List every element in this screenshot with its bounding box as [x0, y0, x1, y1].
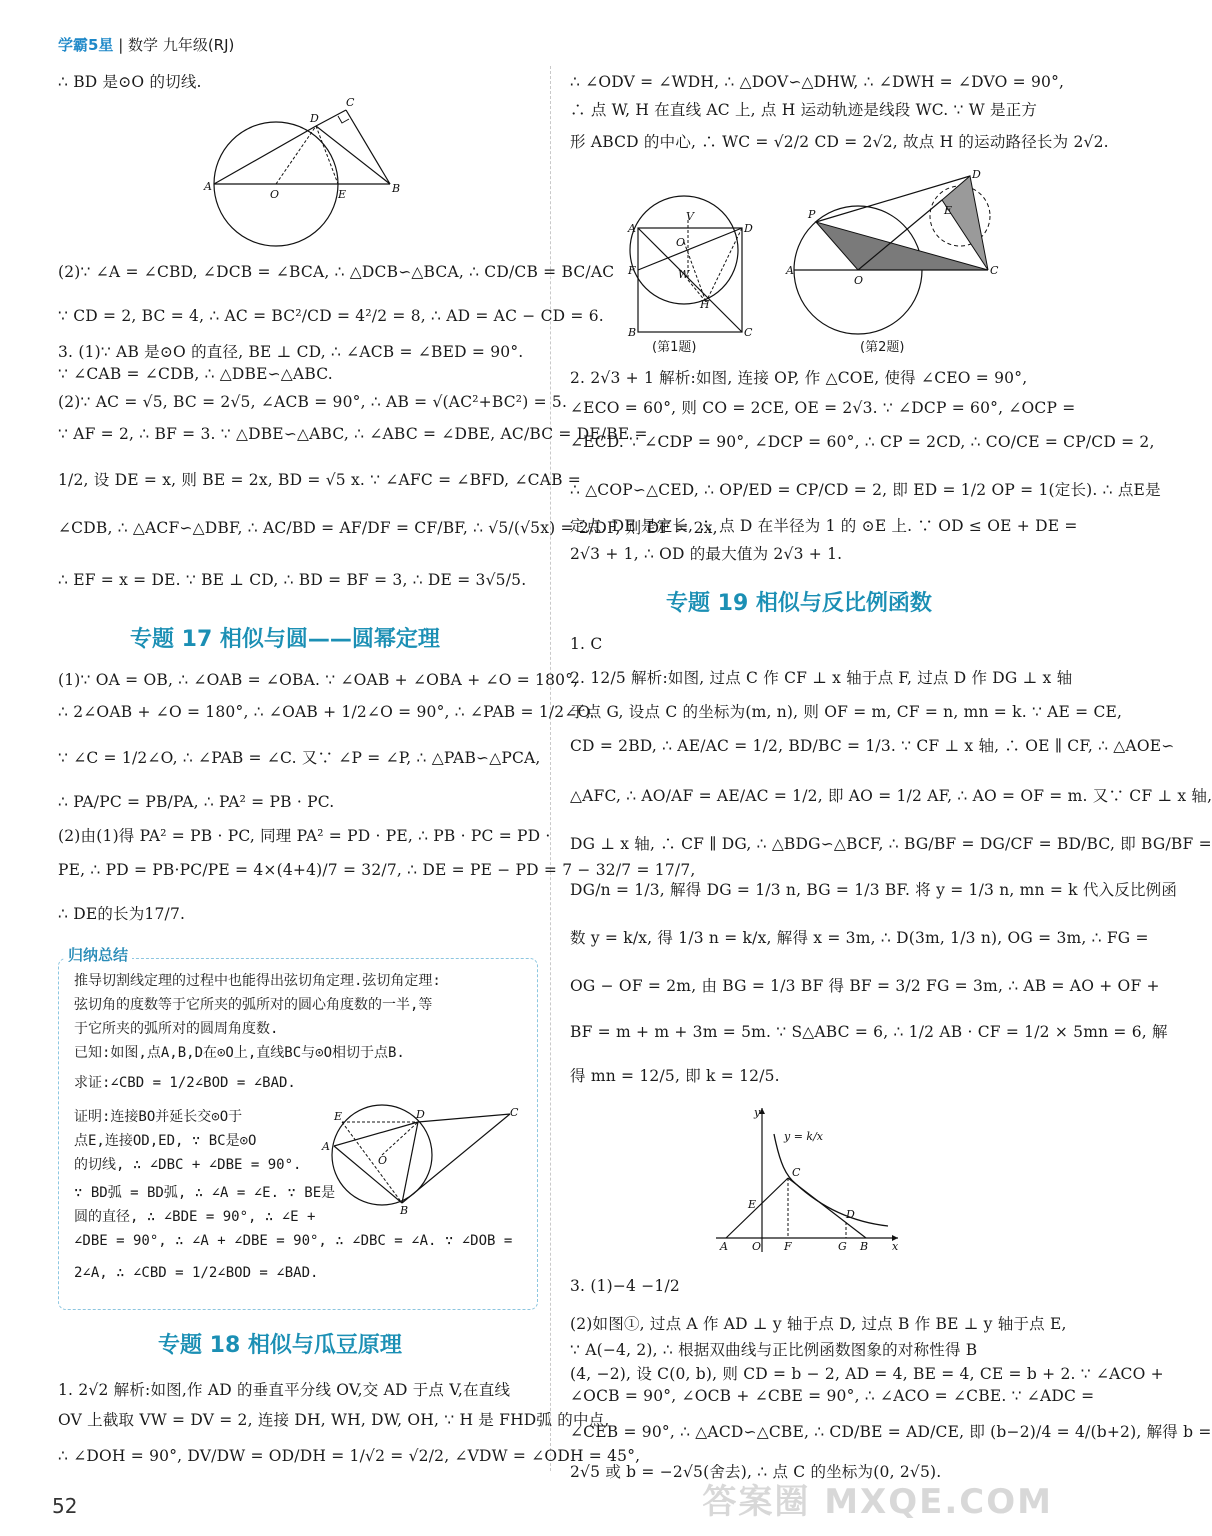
summary-line: 的切线, ∴ ∠DBC + ∠DBE = 90°.	[74, 1157, 302, 1173]
text-line: CD = 2BD, ∴ AE/AC = 1/2, BD/BC = 1/3. ∵ CF ⊥ x 轴, ∴ OE ∥ CF, ∴ △AOE∽	[570, 737, 1175, 755]
svg-text:B: B	[860, 1240, 869, 1253]
text-line: 形 ABCD 的中心, ∴ WC = √2/2 CD = 2√2, 故点 H 的运动路径长为 2√2.	[570, 133, 1109, 151]
text-line: (2)由(1)得 PA² = PB · PC, 同理 PA² = PD · PE, ∴ PB · PC = PD ·	[58, 827, 551, 845]
figure-circle-tangent	[200, 96, 410, 246]
text-line: DG/n = 1/3, 解得 DG = 1/3 n, BG = 1/3 BF. 将 y = 1/3 n, mn = k 代入反比例函	[570, 881, 1178, 899]
topic-19-title: 专题 19 相似与反比例函数	[666, 591, 932, 616]
svg-text:O: O	[752, 1240, 762, 1253]
svg-text:x: x	[892, 1240, 899, 1253]
subject-label: 数学 九年级(RJ)	[128, 36, 235, 54]
text-line: △AFC, ∴ AO/AF = AE/AC = 1/2, 即 AO = 1/2 AF, ∴ AO = OF = m. 又∵ CF ⊥ x 轴,	[570, 787, 1212, 805]
text-line: 2. 12/5 解析:如图, 过点 C 作 CF ⊥ x 轴于点 F, 过点 D 作 DG ⊥ x 轴	[570, 669, 1073, 687]
svg-text:O: O	[378, 1154, 388, 1167]
text-line: 于点 G, 设点 C 的坐标为(m, n), 则 OF = m, CF = n, mn = k. ∵ AE = CE,	[570, 703, 1123, 721]
text-line: DG ⊥ x 轴, ∴ CF ∥ DG, ∴ △BDG∽△BCF, ∴ BG/BF = DG/CF = BD/BC, 即 BG/BF =	[570, 835, 1212, 853]
text-line: 2√5 或 b = −2√5(舍去), ∴ 点 C 的坐标为(0, 2√5).	[570, 1463, 942, 1481]
summary-line: 求证:∠CBD = 1/2∠BOD = ∠BAD.	[74, 1075, 296, 1091]
text-line: ∵ ∠C = 1/2∠O, ∴ ∠PAB = ∠C. 又∵ ∠P = ∠P, ∴ △PAB∽△PCA,	[58, 749, 541, 767]
text-line: ∠ECO = 60°, 则 CO = 2CE, OE = 2√3. ∵ ∠DCP = 60°, ∠OCP =	[570, 399, 1076, 417]
text-line: ∵ AF = 2, ∴ BF = 3. ∵ △DBE∽△ABC, ∴ ∠ABC = ∠DBE, AC/BC = DE/BE =	[58, 425, 648, 443]
text-line: ∠CDB, ∴ △ACF∽△DBF, ∴ AC/BD = AF/DF = CF/BF, ∴ √5/(√5x) = 2/DF, 则 DF = 2x,	[58, 519, 718, 537]
text-line: ∠ECD. ∵ ∠CDP = 90°, ∠DCP = 60°, ∴ CP = 2CD, ∴ CO/CE = CP/CD = 2,	[570, 433, 1155, 451]
summary-line: 点E,连接OD,ED, ∵ BC是⊙O	[74, 1133, 257, 1149]
text-line: ∵ A(−4, 2), ∴ 根据双曲线与正比例函数图象的对称性得 B	[570, 1341, 978, 1359]
text-line: ∴ PA/PC = PB/PA, ∴ PA² = PB · PC.	[58, 793, 335, 811]
text-line: (2)∵ AC = √5, BC = 2√5, ∠ACB = 90°, ∴ AB = √(AC²+BC²) = 5.	[58, 393, 568, 411]
topic-18-title: 专题 18 相似与瓜豆原理	[158, 1333, 402, 1358]
figure-caption-1: (第1题)	[652, 340, 697, 355]
svg-text:E: E	[748, 1198, 757, 1211]
svg-text:H: H	[700, 298, 710, 311]
text-line: ∴ EF = x = DE. ∵ BE ⊥ CD, ∴ BD = BF = 3, ∴ DE = 3√5/5.	[58, 571, 527, 589]
topic-17-title: 专题 17 相似与圆——圆幂定理	[130, 627, 440, 652]
svg-text:G: G	[838, 1240, 847, 1253]
text-line: 1/2, 设 DE = x, 则 BE = 2x, BD = √5 x. ∵ ∠AFC = ∠BFD, ∠CAB =	[58, 471, 581, 489]
text-line: OG − OF = 2m, 由 BG = 1/3 BF 得 BF = 3/2 FG = 3m, ∴ AB = AO + OF +	[570, 977, 1160, 995]
text-line: 1. C	[570, 635, 603, 653]
text-line: (2)如图①, 过点 A 作 AD ⊥ y 轴于点 D, 过点 B 作 BE ⊥ y 轴于点 E,	[570, 1315, 1067, 1333]
summary-line: ∵ BD弧 = BD弧, ∴ ∠A = ∠E. ∵ BE是	[74, 1185, 336, 1201]
summary-line: 2∠A, ∴ ∠CBD = 1/2∠BOD = ∠BAD.	[74, 1265, 319, 1281]
svg-text:D: D	[416, 1108, 425, 1121]
svg-text:O: O	[270, 188, 280, 201]
svg-text:E: E	[944, 204, 953, 217]
text-line: 数 y = k/x, 得 1/3 n = k/x, 解得 x = 3m, ∴ D(3m, 1/3 n), OG = 3m, ∴ FG =	[570, 929, 1149, 947]
text-line: 3. (1)∵ AB 是⊙O 的直径, BE ⊥ CD, ∴ ∠ACB = ∠BED = 90°.	[58, 343, 524, 361]
text-line: 2√3 + 1, ∴ OD 的最大值为 2√3 + 1.	[570, 545, 843, 563]
svg-text:A: A	[204, 180, 212, 193]
svg-text:P: P	[808, 208, 816, 221]
figure-caption-2: (第2题)	[860, 340, 905, 355]
svg-text:C: C	[346, 96, 355, 109]
figure-problem-1	[622, 190, 762, 340]
text-line: 1. 2√2 解析:如图,作 AD 的垂直平分线 OV,交 AD 于点 V,在直线	[58, 1381, 511, 1399]
svg-text:C: C	[792, 1166, 801, 1179]
svg-text:C: C	[510, 1106, 519, 1119]
svg-text:B: B	[628, 326, 637, 339]
summary-line: 于它所夹的弧所对的圆周角度数.	[74, 1021, 279, 1037]
page-header: 学霸5星 | 数学 九年级(RJ)	[58, 36, 235, 54]
svg-text:D: D	[310, 112, 319, 125]
summary-line: 弦切角的度数等于它所夹的弧所对的圆心角度数的一半,等	[74, 997, 433, 1013]
svg-text:A: A	[322, 1140, 330, 1153]
svg-text:B: B	[392, 182, 401, 195]
text-line: ∴ 2∠OAB + ∠O = 180°, ∴ ∠OAB + 1/2∠O = 90°, ∴ ∠PAB = 1/2∠O.	[58, 703, 595, 721]
summary-line: ∠DBE = 90°, ∴ ∠A + ∠DBE = 90°, ∴ ∠DBC = ∠A. ∵ ∠DOB =	[74, 1233, 513, 1249]
text-line: ∴ 点 W, H 在直线 AC 上, 点 H 运动轨迹是线段 WC. ∵ W 是正方	[570, 101, 1038, 119]
text-line: OV 上截取 VW = DV = 2, 连接 DH, WH, DW, OH, ∵ H 是 FHD弧 的中点,	[58, 1411, 610, 1429]
text-line: (2)∵ ∠A = ∠CBD, ∠DCB = ∠BCA, ∴ △DCB∽△BCA, ∴ CD/CB = BC/AC	[58, 263, 615, 281]
text-line: 定点, DE 是定长, ∴ 点 D 在半径为 1 的 ⊙E 上. ∵ OD ≤ OE + DE =	[570, 517, 1078, 535]
text-line: ∵ CD = 2, BC = 4, ∴ AC = BC²/CD = 4²/2 = 8, ∴ AD = AC − CD = 6.	[58, 307, 604, 325]
text-line: ∴ ∠DOH = 90°, DV/DW = OD/DH = 1/√2 = √2/2, ∠VDW = ∠ODH = 45°,	[58, 1447, 641, 1465]
svg-text:C: C	[990, 264, 999, 277]
text-line: (1)∵ OA = OB, ∴ ∠OAB = ∠OBA. ∵ ∠OAB + ∠OBA + ∠O = 180°,	[58, 671, 579, 689]
text-line: ∴ DE的长为17/7.	[58, 905, 186, 923]
svg-text:E: E	[338, 188, 347, 201]
svg-text:D: D	[972, 168, 981, 181]
svg-text:W: W	[678, 268, 690, 281]
svg-text:y = k/x: y = k/x	[784, 1130, 823, 1143]
svg-text:A: A	[720, 1240, 728, 1253]
summary-line: 推导切割线定理的过程中也能得出弦切角定理.弦切角定理:	[74, 973, 441, 989]
figure-problem-2	[780, 170, 1010, 340]
text-line: BF = m + m + 3m = 5m. ∵ S△ABC = 6, ∴ 1/2 AB · CF = 1/2 × 5mn = 6, 解	[570, 1023, 1168, 1041]
text-line: (4, −2), 设 C(0, b), 则 CD = b − 2, AD = 4, BE = 4, CE = b + 2. ∵ ∠ACO +	[570, 1365, 1164, 1383]
text-line: ∴ BD 是⊙O 的切线.	[58, 73, 202, 91]
summary-line: 圆的直径, ∴ ∠BDE = 90°, ∴ ∠E +	[74, 1209, 316, 1225]
text-line: ∠CEB = 90°, ∴ △ACD∽△CBE, ∴ CD/BE = AD/CE, 即 (b−2)/4 = 4/(b+2), 解得 b =	[570, 1423, 1212, 1441]
text-line: ∵ ∠CAB = ∠CDB, ∴ △DBE∽△ABC.	[58, 365, 333, 383]
text-line: ∠OCB = 90°, ∠OCB + ∠CBE = 90°, ∴ ∠ACO = ∠CBE. ∵ ∠ADC =	[570, 1387, 1095, 1405]
svg-text:O: O	[676, 236, 686, 249]
summary-title: 归纳总结	[64, 944, 132, 965]
figure-inverse-function	[712, 1104, 902, 1254]
page-number: 52	[52, 1494, 78, 1518]
text-line: 得 mn = 12/5, 即 k = 12/5.	[570, 1067, 780, 1085]
brand-logo: 学霸5星	[58, 36, 114, 54]
watermark: 答案圈 MXQE.COM	[702, 1482, 1053, 1522]
svg-text:O: O	[854, 274, 864, 287]
svg-text:F: F	[784, 1240, 792, 1253]
figure-tangent-chord	[320, 1100, 530, 1215]
svg-text:F: F	[628, 264, 636, 277]
summary-line: 已知:如图,点A,B,D在⊙O上,直线BC与⊙O相切于点B.	[74, 1045, 405, 1061]
summary-line: 证明:连接BO并延长交⊙O于	[74, 1109, 243, 1125]
svg-text:y: y	[754, 1106, 761, 1119]
svg-text:B: B	[400, 1204, 409, 1217]
svg-text:V: V	[686, 210, 694, 223]
text-line: ∴ △COP∽△CED, ∴ OP/ED = CP/CD = 2, 即 ED = 1/2 OP = 1(定长). ∴ 点E是	[570, 481, 1161, 499]
svg-text:C: C	[744, 326, 753, 339]
svg-text:D: D	[744, 222, 753, 235]
text-line: 2. 2√3 + 1 解析:如图, 连接 OP, 作 △COE, 使得 ∠CEO = 90°,	[570, 369, 1028, 387]
svg-text:D: D	[846, 1208, 855, 1221]
text-line: PE, ∴ PD = PB·PC/PE = 4×(4+4)/7 = 32/7, ∴ DE = PE − PD = 7 − 32/7 = 17/7,	[58, 861, 696, 879]
svg-text:E: E	[334, 1110, 343, 1123]
text-line: ∴ ∠ODV = ∠WDH, ∴ △DOV∽△DHW, ∴ ∠DWH = ∠DVO = 90°,	[570, 73, 1065, 91]
text-line: 3. (1)−4 −1/2	[570, 1277, 680, 1295]
svg-text:A: A	[628, 222, 636, 235]
svg-text:A: A	[786, 264, 794, 277]
